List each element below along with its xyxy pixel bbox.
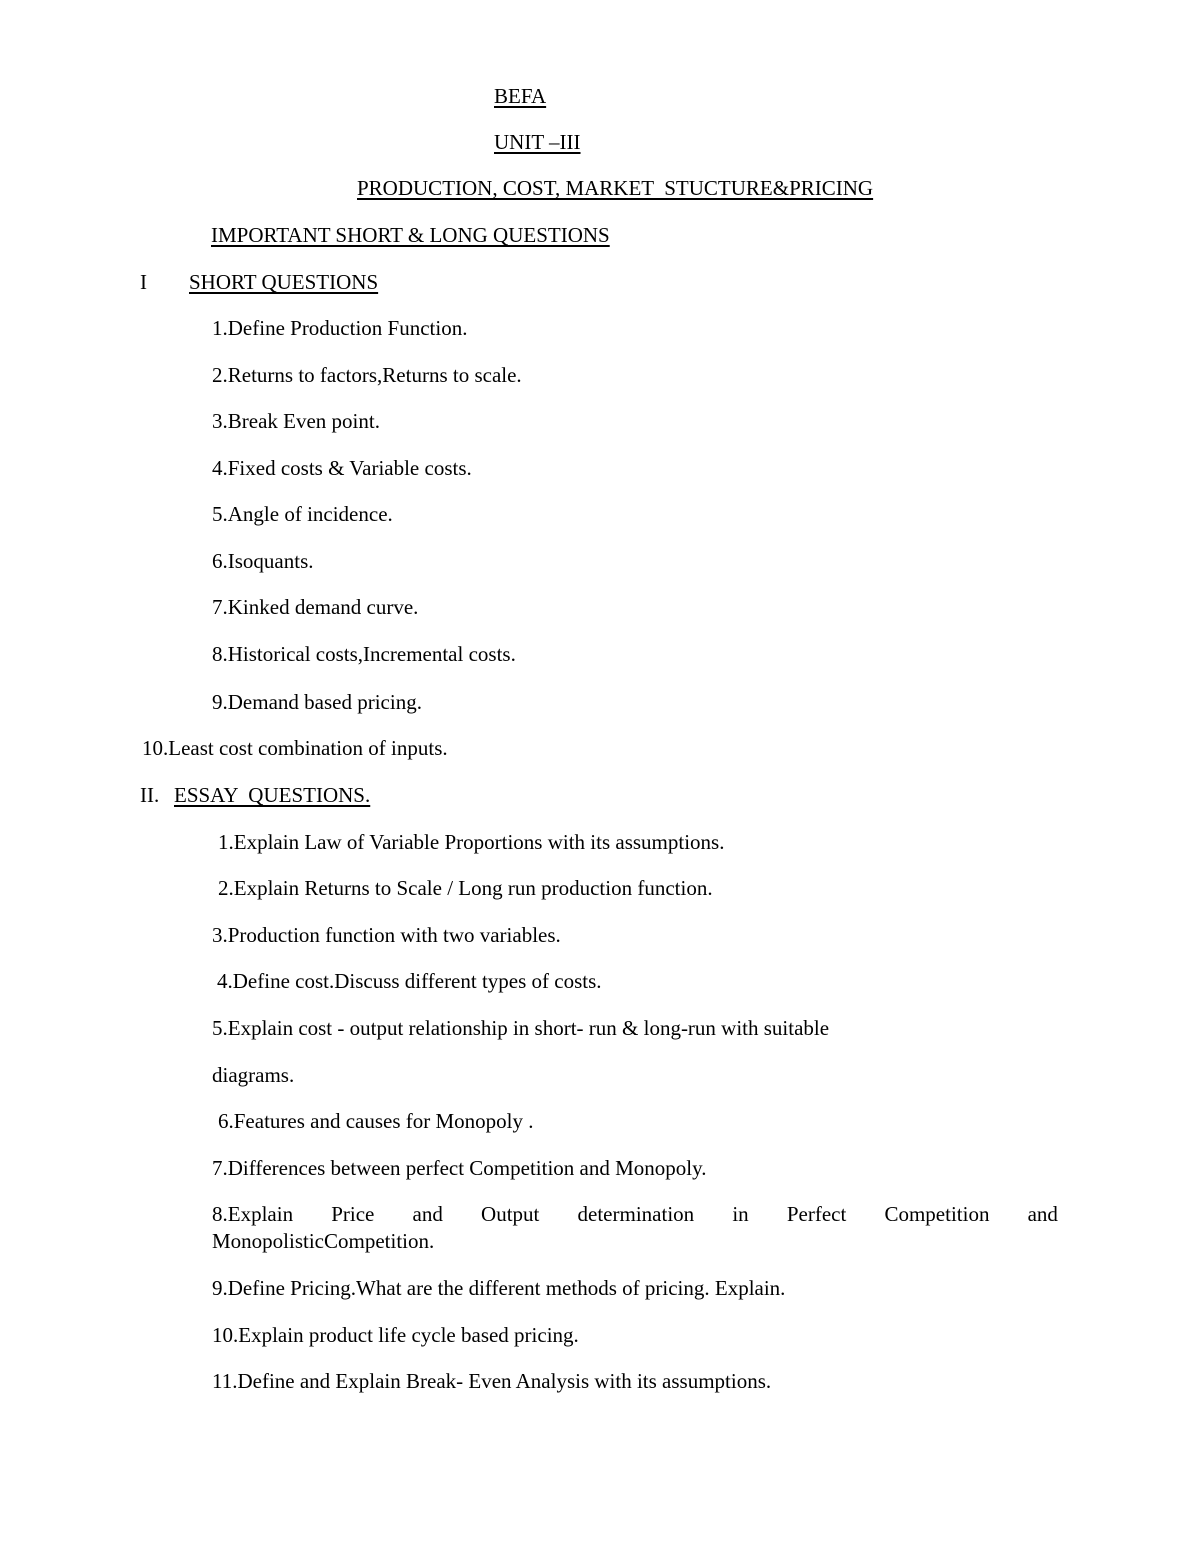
justified-word: 8.Explain bbox=[212, 1202, 294, 1226]
subject-title: BEFA bbox=[494, 84, 547, 108]
justified-word: Price bbox=[331, 1202, 375, 1226]
justified-word: determination bbox=[577, 1202, 695, 1226]
essay-question: 4.Define cost.Discuss different types of costs. bbox=[217, 969, 602, 993]
justified-word: Competition bbox=[884, 1202, 990, 1226]
short-question: 9.Demand based pricing. bbox=[212, 690, 422, 714]
short-question: 2.Returns to factors,Returns to scale. bbox=[212, 363, 522, 387]
essay-question-continuation: diagrams. bbox=[212, 1063, 295, 1087]
justified-word: Perfect bbox=[786, 1202, 847, 1226]
questions-subtitle: IMPORTANT SHORT & LONG QUESTIONS bbox=[211, 223, 610, 247]
essay-question: 3.Production function with two variables. bbox=[212, 923, 561, 947]
short-question: 4.Fixed costs & Variable costs. bbox=[212, 456, 472, 480]
essay-section-title: ESSAY QUESTIONS. bbox=[174, 783, 371, 807]
short-question: 10.Least cost combination of inputs. bbox=[142, 736, 448, 760]
short-question: 7.Kinked demand curve. bbox=[212, 595, 419, 619]
topic-title: PRODUCTION, COST, MARKET STUCTURE&PRICING bbox=[357, 176, 874, 200]
essay-question: 11.Define and Explain Break- Even Analysis with its assumptions. bbox=[212, 1369, 772, 1393]
essay-question: 1.Explain Law of Variable Proportions with its assumptions. bbox=[218, 830, 725, 854]
justified-word: and bbox=[412, 1202, 443, 1226]
essay-question: 6.Features and causes for Monopoly . bbox=[218, 1109, 534, 1133]
justified-word: Output bbox=[481, 1202, 540, 1226]
essay-question: 5.Explain cost - output relationship in short- run & long-run with suitable bbox=[212, 1016, 830, 1040]
essay-question: 2.Explain Returns to Scale / Long run production function. bbox=[218, 876, 713, 900]
justified-word: and bbox=[1027, 1202, 1058, 1226]
short-section-numeral: I bbox=[140, 270, 147, 294]
short-question: 1.Define Production Function. bbox=[212, 316, 468, 340]
essay-question: 9.Define Pricing.What are the different methods of pricing. Explain. bbox=[212, 1276, 786, 1300]
short-question: 8.Historical costs,Incremental costs. bbox=[212, 642, 516, 666]
justified-word: in bbox=[732, 1202, 749, 1226]
essay-question: 7.Differences between perfect Competition and Monopoly. bbox=[212, 1156, 707, 1180]
essay-question-continuation: MonopolisticCompetition. bbox=[212, 1229, 435, 1253]
short-question: 6.Isoquants. bbox=[212, 549, 314, 573]
short-section-title: SHORT QUESTIONS bbox=[189, 270, 379, 294]
essay-question: 10.Explain product life cycle based pricing. bbox=[212, 1323, 579, 1347]
short-question: 5.Angle of incidence. bbox=[212, 502, 393, 526]
short-question: 3.Break Even point. bbox=[212, 409, 380, 433]
essay-section-numeral: II. bbox=[140, 783, 160, 807]
essay-question-justified bbox=[212, 1201, 1058, 1227]
unit-title: UNIT –III bbox=[494, 130, 581, 154]
